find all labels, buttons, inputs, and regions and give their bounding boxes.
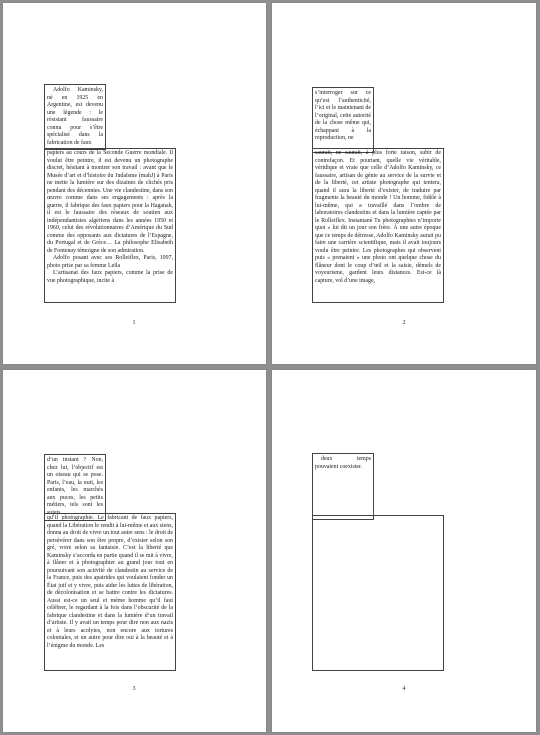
paragraph: saurait, ne saurait, à plus forte raison, subir de contrefaçon. Et pourtant, quelle vie véritable, véridique et vraie que celle d’Adolfo Kaminsky, ce faussaire, artisan de génie au service de la survie et de la liberté, cet artiste photographe qui tentera, quand il aura la liberté d’exister, de traduire par fragments la beauté du monde ! Un homme, fidèle à lui-même, qui a travaillé dans l’ombre de laboratoires clandestins et dans la lumière captée par le Rolleiflex. Instantané Tu photographies n’importe quoi » lui dit un jour son frère. À une autre époque que ce temps de détresse, Adolfo Kaminsky aurait pu faire une carrière scientifique, mais il avait toujours voulu être peintre. Les photographes qui observent puis « prenaient » une photo ont quelque chose du flâneur dont le coup d’œil et la saisie, démels de voyeurisme, gardent leurs distances. Est-ce là capture, vol d’une image, <box>315 150 441 284</box>
paragraph: deux temps pouvaient coexister. <box>315 456 371 470</box>
narrow-text <box>315 90 371 143</box>
page-number: 2 <box>402 320 406 326</box>
paragraph: L’artisanat des faux papiers, comme la prise de vue photographique, incite à <box>47 270 173 284</box>
page-number: 1 <box>132 320 136 326</box>
page-number: 3 <box>132 686 136 692</box>
wide-text <box>47 515 173 650</box>
narrow-text <box>47 457 103 517</box>
paragraph: Adolfo Kaminsky, né en 1925 en Argentine, est devenu une légende : le résistant faussaire connu pour s’être spécialisé dans la fabrication de faux <box>47 87 103 146</box>
wide-text-box <box>44 148 176 303</box>
page-2 <box>272 3 536 364</box>
wide-text-box <box>312 148 444 303</box>
wide-text <box>47 150 173 285</box>
photo-caption: Adolfo posant avec ses Rolleiflex, Paris, 1997, photo prise par sa femme Leïla <box>47 255 173 269</box>
page-number: 4 <box>402 686 406 692</box>
paragraph: papiers au cours de la Seconde Guerre mondiale. Il voulut être peintre, il est devenu un photographe discret, hésitant à montrer son travail : avant que le Musée d’art et d’histoire du Judaïsme (mahJ) à Paris ne mette la lumière sur des dizaines de clichés pris pendant des décennies. Une vie clandestine, dans son œuvre comme dans ses engagements : après la guerre, il fabrique des faux papiers pour la Haganah, il est le faussaire des réseaux de soutien aux indépendantistes algériens dans les années 1950 et 1960, celui des révolutionnaires d’Amérique du Sud comme des opposants aux dictatures de l’Espagne, du Portugal et de Grèce… La philosophe Elisabeth de Fontenay témoigne de son admiration. <box>47 150 173 254</box>
narrow-text <box>315 456 371 471</box>
narrow-text-box <box>44 454 106 521</box>
narrow-text-box <box>312 87 374 153</box>
narrow-text-box <box>312 453 374 520</box>
paragraph: d’un instant ? Non, chez lui, l’objectif est un oiseau qui se pose. Paris, l’eau, la nuit, les enfants, les marchés aux puces, les petits métiers, tels sont les sujets <box>47 457 103 516</box>
narrow-text <box>47 87 103 147</box>
wide-text-box <box>312 515 444 671</box>
page-4 <box>272 370 536 732</box>
page-3 <box>3 370 266 732</box>
page-1 <box>3 3 266 364</box>
wide-text-box <box>44 513 176 671</box>
narrow-text-box <box>44 84 106 150</box>
wide-text <box>315 150 441 285</box>
paragraph: qu’il photographie. Le fabricant de faux papiers, quand la Libération le rendit à lui-même et aux siens, donna au droit de vivre un tout autre sens : le droit de persévérer dans son être propre, d’exister selon son gré, voire selon sa fantaisie. C’est la liberté que Kaminsky s’accorda en partie quand il se mit à vivre, à flâner et à photographier au grand jour tout en poursuivant son activité de clandestin au service de la France, puis des apatrides qui voulaient fonder un État juif et y vivre, puis aider les luttes de libération, de décolonisation et se battre contre les dictatures. Aussi est-ce un seul et même homme qu’il faut célébrer, le regardant à la fois dans l’obscurité de la fabrique clandestine et dans la lumière d’un travail d’artiste. Il y avait un temps pour dire non aux nazis et à leurs acolytes, non encore aux tortures coloniales, et un autre pour dire oui à la beauté et à l’énigme du monde. Les <box>47 515 173 649</box>
paragraph: s’interroger sur ce qu’est l’authenticité, l’ici et le maintenant de l’original, cette autorité de la chose même qui, échappant à la reproduction, ne <box>315 90 371 141</box>
